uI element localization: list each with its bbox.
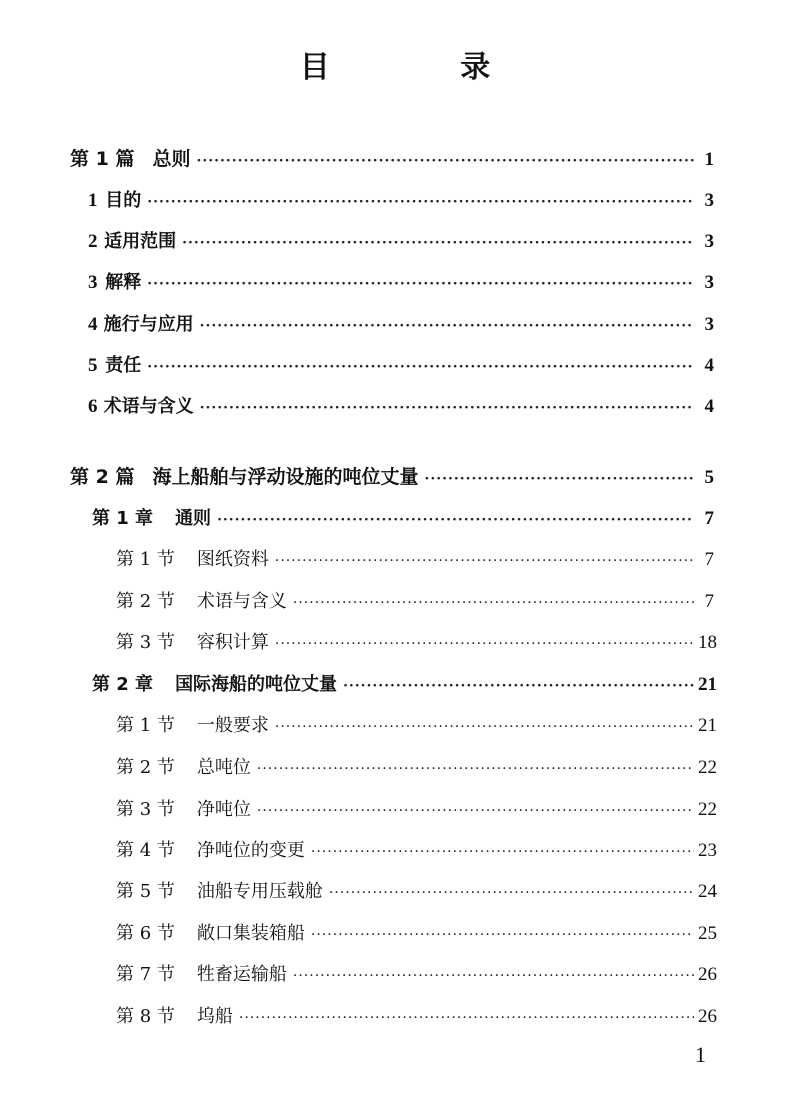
toc-entry-label: 施行与应用 xyxy=(103,314,194,335)
toc-entry-label: 油船专用压载舱 xyxy=(196,881,323,902)
page-title: 目 录 xyxy=(299,50,551,85)
toc-entry-section[interactable] xyxy=(116,545,714,575)
toc-entry-number: 第 4 节 xyxy=(116,840,175,861)
toc-entry-section[interactable] xyxy=(116,1002,717,1032)
toc-entry-page: 23 xyxy=(698,840,717,861)
toc-entry-page: 25 xyxy=(698,923,717,944)
toc-entry-page: 24 xyxy=(698,881,717,902)
toc-entry-page: 4 xyxy=(704,355,714,376)
toc-entry-number: 3 xyxy=(88,272,98,293)
toc-entry-label: 净吨位的变更 xyxy=(196,840,305,861)
toc-entry-page: 22 xyxy=(698,757,717,778)
leader-dots xyxy=(182,228,694,258)
toc-entry-chapter-2[interactable] xyxy=(92,670,717,700)
leader-dots xyxy=(329,878,694,908)
leader-dots xyxy=(293,961,694,991)
toc-entry-label: 一般要求 xyxy=(196,715,269,736)
toc-entry-number: 第 5 节 xyxy=(116,881,175,902)
toc-entry-label: 总吨位 xyxy=(196,757,251,778)
toc-entry-label: 国际海船的吨位丈量 xyxy=(175,674,338,695)
toc-entry-number: 第 1 节 xyxy=(116,715,175,736)
toc-entry-label: 牲畜运输船 xyxy=(196,964,287,985)
toc-entry-number: 第 3 节 xyxy=(116,632,175,653)
leader-dots xyxy=(196,146,694,176)
toc-entry-section[interactable] xyxy=(116,711,717,741)
toc-entry-number: 第 2 章 xyxy=(92,674,154,695)
toc-entry-page: 3 xyxy=(704,190,714,211)
leader-dots xyxy=(311,837,694,867)
toc-entry-label: 通则 xyxy=(175,508,212,529)
leader-dots xyxy=(275,712,694,742)
toc-entry-label: 图纸资料 xyxy=(196,549,269,570)
leader-dots xyxy=(275,546,694,576)
leader-dots xyxy=(239,1003,694,1033)
toc-entry-number: 6 xyxy=(88,396,98,417)
toc-entry-number: 第 2 节 xyxy=(116,757,175,778)
leader-dots xyxy=(424,464,694,494)
toc-entry-number: 第 6 节 xyxy=(116,923,175,944)
toc-entry-article-1[interactable] xyxy=(88,186,714,216)
toc-entry-page: 18 xyxy=(698,632,717,653)
toc-entry-number: 4 xyxy=(88,314,98,335)
toc-entry-label: 净吨位 xyxy=(196,799,251,820)
leader-dots xyxy=(147,352,694,382)
toc-entry-label: 海上船舶与浮动设施的吨位丈量 xyxy=(152,466,419,488)
page-number: 1 xyxy=(695,1042,706,1067)
leader-dots xyxy=(275,629,694,659)
toc-entry-section[interactable] xyxy=(116,628,717,658)
toc-entry-number: 1 xyxy=(88,190,98,211)
leader-dots xyxy=(257,754,694,784)
toc-entry-number: 第 3 节 xyxy=(116,799,175,820)
leader-dots xyxy=(147,269,694,299)
toc-entry-label: 坞船 xyxy=(196,1006,233,1027)
toc-entry-label: 敞口集装箱船 xyxy=(196,923,305,944)
toc-entry-article-4[interactable] xyxy=(88,310,714,340)
toc-entry-label: 总则 xyxy=(152,148,191,170)
toc-entry-label: 解释 xyxy=(105,272,142,293)
leader-dots xyxy=(217,505,694,535)
toc-entry-page: 3 xyxy=(704,314,714,335)
toc-entry-page: 7 xyxy=(704,549,714,570)
leader-dots xyxy=(343,671,694,701)
toc-entry-part-1[interactable] xyxy=(70,144,714,174)
toc-entry-article-5[interactable] xyxy=(88,351,714,381)
toc-entry-label: 术语与含义 xyxy=(103,396,194,417)
toc-entry-number: 第 2 节 xyxy=(116,591,175,612)
toc-entry-page: 3 xyxy=(704,231,714,252)
toc-entry-number: 第 2 篇 xyxy=(70,466,135,488)
toc-entry-page: 4 xyxy=(704,396,714,417)
toc-entry-page: 21 xyxy=(698,715,717,736)
leader-dots xyxy=(311,920,694,950)
leader-dots xyxy=(293,588,694,618)
toc-entry-page: 21 xyxy=(698,674,717,695)
leader-dots xyxy=(257,796,694,826)
toc-entry-section[interactable] xyxy=(116,836,717,866)
toc-entry-number: 第 8 节 xyxy=(116,1006,175,1027)
toc-entry-label: 容积计算 xyxy=(196,632,269,653)
toc-entry-number: 第 1 章 xyxy=(92,508,154,529)
toc-entry-section[interactable] xyxy=(116,960,717,990)
toc-entry-label: 目的 xyxy=(105,190,142,211)
toc-entry-article-3[interactable] xyxy=(88,268,714,298)
leader-dots xyxy=(200,393,694,423)
toc-entry-number: 2 xyxy=(88,231,98,252)
toc-entry-article-2[interactable] xyxy=(88,227,714,257)
toc-entry-chapter-1[interactable] xyxy=(92,504,714,534)
toc-entry-page: 26 xyxy=(698,964,717,985)
toc-entry-number: 第 7 节 xyxy=(116,964,175,985)
toc-entry-number: 5 xyxy=(88,355,98,376)
toc-entry-section[interactable] xyxy=(116,587,714,617)
toc-entry-page: 26 xyxy=(698,1006,717,1027)
leader-dots xyxy=(200,311,694,341)
toc-entry-label: 责任 xyxy=(105,355,142,376)
toc-entry-section[interactable] xyxy=(116,877,717,907)
toc-entry-page: 22 xyxy=(698,799,717,820)
leader-dots xyxy=(147,187,694,217)
toc-entry-number: 第 1 节 xyxy=(116,549,175,570)
toc-entry-page: 7 xyxy=(704,591,714,612)
toc-entry-section[interactable] xyxy=(116,919,717,949)
toc-entry-page: 5 xyxy=(704,467,714,488)
toc-entry-page: 3 xyxy=(704,272,714,293)
toc-entry-section[interactable] xyxy=(116,753,717,783)
toc-entry-number: 第 1 篇 xyxy=(70,148,135,170)
toc-entry-page: 7 xyxy=(704,508,714,529)
toc-entry-section[interactable] xyxy=(116,795,717,825)
toc-entry-part-2[interactable] xyxy=(70,462,714,492)
toc-entry-article-6[interactable] xyxy=(88,392,714,422)
toc-entry-label: 适用范围 xyxy=(104,231,177,252)
toc-entry-label: 术语与含义 xyxy=(196,591,287,612)
toc-entry-page: 1 xyxy=(704,149,714,170)
